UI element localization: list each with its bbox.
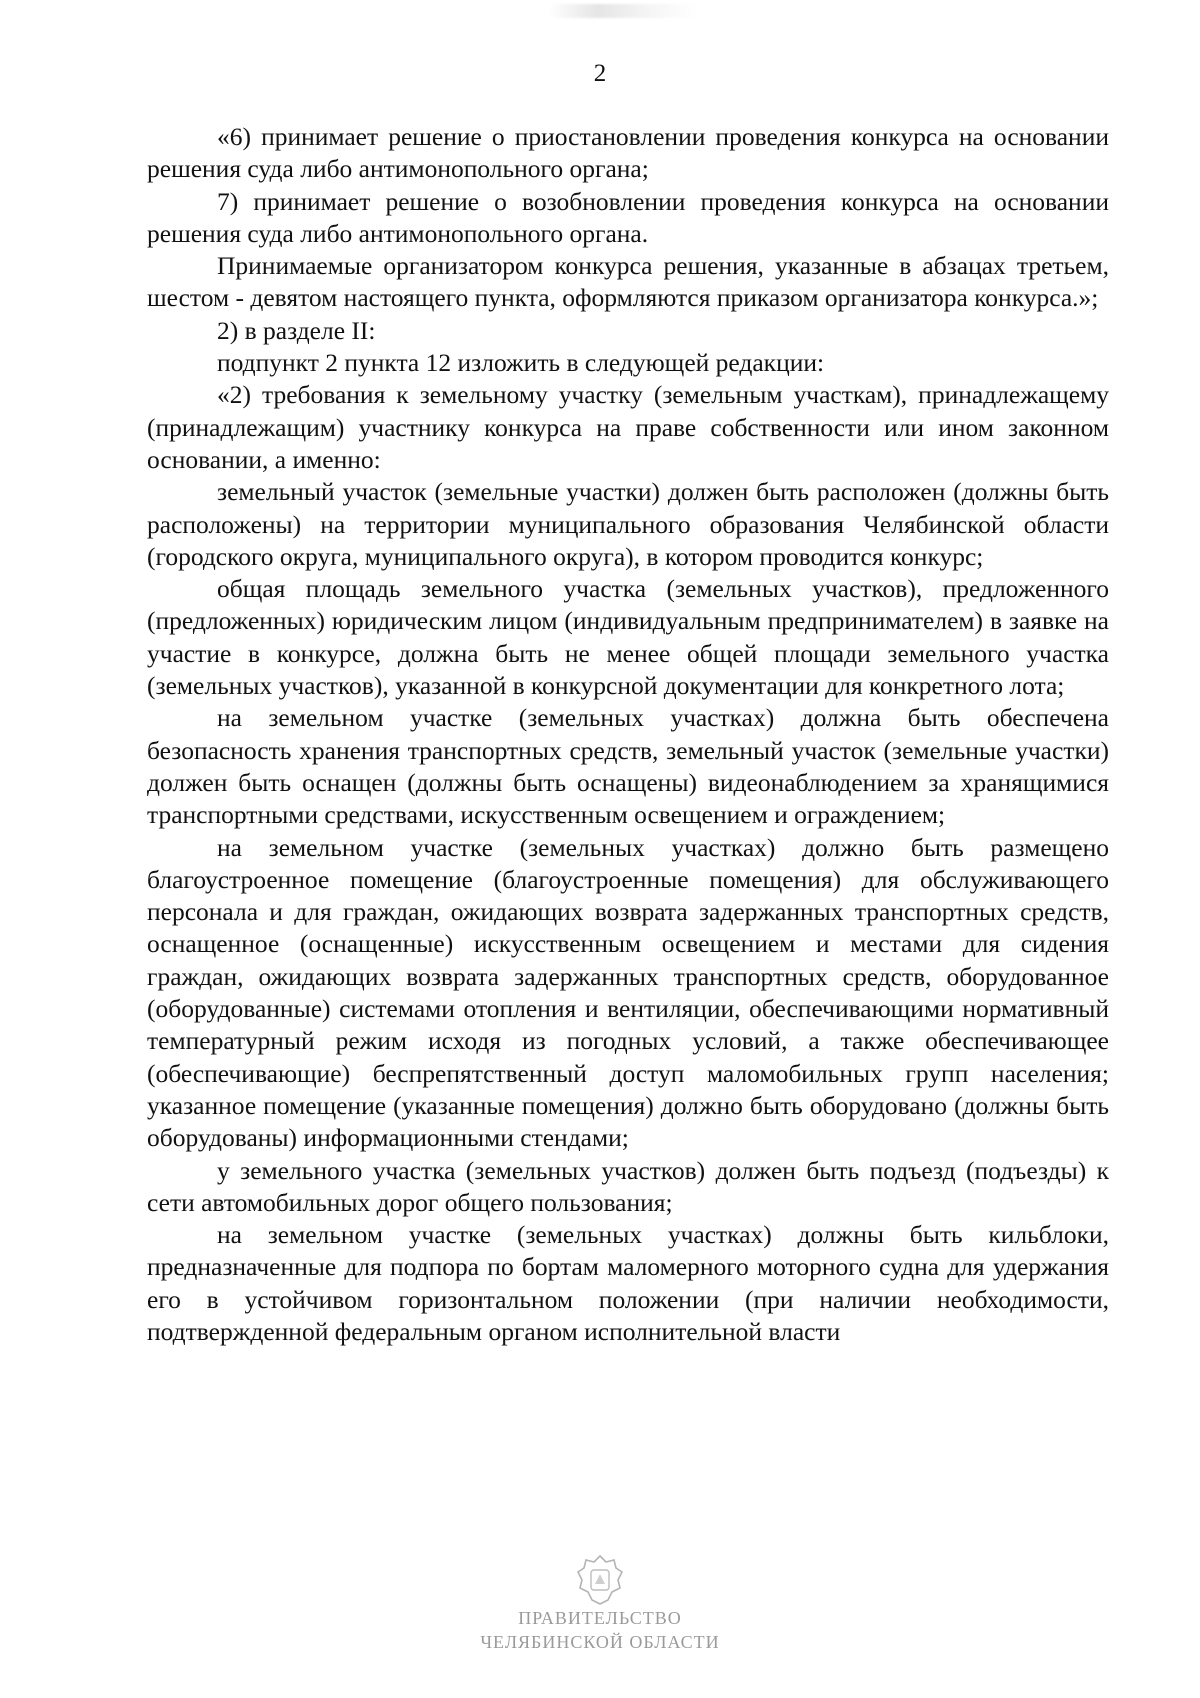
scan-artifact — [548, 4, 698, 18]
paragraph-access-road: у земельного участка (земельных участков) должен быть подъезд (подъезды) к сети автомобильных дорог общего пользования; — [147, 1155, 1109, 1217]
stamp-line-region: ЧЕЛЯБИНСКОЙ ОБЛАСТИ — [480, 1632, 720, 1652]
coat-of-arms-icon — [576, 1554, 624, 1606]
stamp-line-government: ПРАВИТЕЛЬСТВО — [518, 1608, 682, 1628]
paragraph-premises: на земельном участке (земельных участках) должно быть размещено благоустроенное помещение (благоустроенные помещения) для обслуживающего персонала и для граждан, ожидающих возврата задержанных транспортных средств, оснащенное (оснащенные) искусственным освещением и местами для сидения граждан, ожидающих возврата задержанных транспортных средств, оборудованное (оборудованные) системами отопления и вентиляции, обеспечивающими нормативный температурный режим исходя из погодных условий, а также обеспечивающее (обеспечивающие) беспрепятственный доступ маломобильных групп населения; указанное помещение (указанные помещения) должно быть оборудовано (должны быть оборудованы) информационными стендами; — [147, 832, 1109, 1153]
paragraph-safety: на земельном участке (земельных участках) должна быть обеспечена безопасность хранения транспортных средств, земельный участок (земельные участки) должен быть оснащен (должны быть оснащены) видеонаблюдением за хранящимися транспортными средствами, искусственным освещением и ограждением; — [147, 703, 1109, 830]
paragraph-item-7: 7) принимает решение о возобновлении проведения конкурса на основании решения суда либо антимонопольного органа. — [147, 186, 1109, 248]
paragraph-keel-blocks: на земельном участке (земельных участках) должны быть кильблоки, предназначенные для подпора по бортам маломерного моторного судна для удержания его в устойчивом горизонтальном положении (при наличии необходимости, подтвержденной федеральным органом исполнительной власти — [147, 1220, 1109, 1346]
page-number: 2 — [593, 60, 607, 87]
paragraph-area: общая площадь земельного участка (земельных участков), предложенного (предложенных) юридическим лицом (индивидуальным предпринимателем) в заявке на участие в конкурсе, должна быть не менее общей площади земельного участка (земельных участков), указанной в конкурсной документации для конкретного лота; — [147, 574, 1109, 701]
document-body — [147, 121, 1109, 1348]
footer-emblem — [0, 1554, 1200, 1611]
paragraph-requirements: «2) требования к земельному участку (земельным участкам), принадлежащему (принадлежащим) участнику конкурса на праве собственности или ином законном основании, а именно: — [147, 380, 1109, 474]
paragraph-subpoint-intro: подпункт 2 пункта 12 изложить в следующей редакции: — [217, 348, 825, 378]
paragraph-section-2: 2) в разделе II: — [217, 315, 376, 345]
paragraph-location: земельный участок (земельные участки) должен быть расположен (должны быть расположены) на территории муниципального образования Челябинской области (городского округа, муниципального округа), в котором проводится конкурс; — [147, 477, 1109, 571]
paragraph-item-6: «6) принимает решение о приостановлении проведения конкурса на основании решения суда либо антимонопольного органа; — [147, 122, 1109, 184]
paragraph-decisions: Принимаемые организатором конкурса решения, указанные в абзацах третьем, шестом - девятом настоящего пункта, оформляются приказом организатора конкурса.»; — [147, 251, 1109, 313]
